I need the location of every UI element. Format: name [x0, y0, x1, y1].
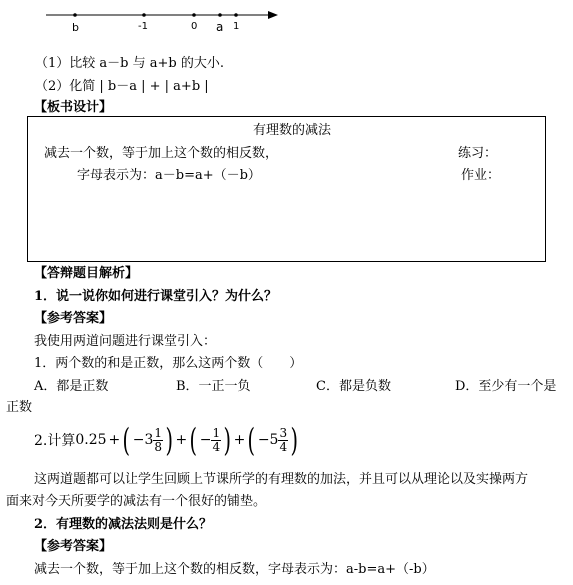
number-line-label-0: 0	[191, 21, 198, 32]
number-line-label-minus-1: -1	[138, 21, 148, 32]
board-formula-line: 字母表示为：a－b=a+（－b）	[77, 168, 261, 183]
reference-answer-heading-2: 【参考答案】	[34, 539, 113, 554]
term-1-whole: −3	[132, 432, 154, 448]
term-3-fraction	[278, 427, 288, 454]
right-paren: )	[165, 421, 174, 459]
right-paren: )	[290, 421, 299, 459]
term-2-numerator: 1	[212, 425, 221, 440]
answer-intro: 我使用两道问题进行课堂引入：	[34, 334, 217, 349]
answer-2: 减去一个数，等于加上这个数的相反数，字母表示为：a-b=a+（-b）	[34, 562, 435, 577]
problem-2-expression	[34, 420, 301, 460]
reference-answer-heading-1: 【参考答案】	[34, 311, 113, 326]
left-paren: (	[189, 421, 198, 459]
board-practice-label: 练习：	[458, 146, 498, 161]
term-3-numerator: 3	[279, 425, 288, 440]
problem-2-prefix: 2.计算	[34, 433, 76, 449]
term-1-denominator: 8	[154, 439, 163, 454]
question-part-2: （2）化简 | b－a | + | a+b |	[35, 79, 209, 94]
number-line-label-b: b	[72, 21, 79, 34]
term-2-fraction	[211, 427, 221, 454]
board-design-heading: 【板书设计】	[34, 100, 113, 115]
term-1-numerator: 1	[154, 425, 163, 440]
option-d: D．至少有一个是	[455, 379, 557, 394]
term-3-denominator: 4	[279, 439, 288, 454]
option-c: C．都是负数	[316, 379, 391, 394]
option-b: B．一正一负	[176, 379, 251, 394]
term-2-sign: −	[199, 432, 212, 448]
left-paren: (	[122, 421, 131, 459]
option-d-wrap: 正数	[6, 400, 33, 415]
plus-sign: +	[108, 432, 121, 448]
defense-question-1: 1．说一说你如何进行课堂引入？为什么？	[34, 289, 278, 304]
right-paren: )	[223, 421, 232, 459]
problem-2-first-term: 0.25	[75, 432, 107, 448]
plus-sign: +	[233, 432, 246, 448]
defense-heading: 【答辩题目解析】	[34, 266, 139, 281]
number-line-label-a: a	[216, 20, 224, 34]
plus-sign: +	[175, 432, 188, 448]
board-rule-line: 减去一个数，等于加上这个数的相反数，	[44, 146, 279, 161]
question-part-1: （1）比较 a－b 与 a+b 的大小.	[35, 56, 224, 71]
left-paren: (	[247, 421, 256, 459]
term-3-whole: −5	[257, 432, 279, 448]
board-title: 有理数的减法	[253, 123, 332, 138]
problem-1: 1．两个数的和是正数，那么这两个数（ ）	[34, 356, 303, 371]
term-2-denominator: 4	[212, 439, 221, 454]
board-homework-label: 作业：	[461, 168, 501, 183]
defense-question-2: 2．有理数的减法法则是什么？	[34, 517, 213, 532]
explanation-line-2: 面来对今天所要学的减法有一个很好的铺垫。	[6, 494, 267, 509]
explanation-line-1: 这两道题都可以让学生回顾上节课所学的有理数的加法，并且可以从理论以及实操两方	[34, 472, 529, 487]
term-1-fraction	[153, 427, 163, 454]
number-line-label-1: 1	[233, 21, 240, 32]
option-a: A．都是正数	[34, 379, 109, 394]
